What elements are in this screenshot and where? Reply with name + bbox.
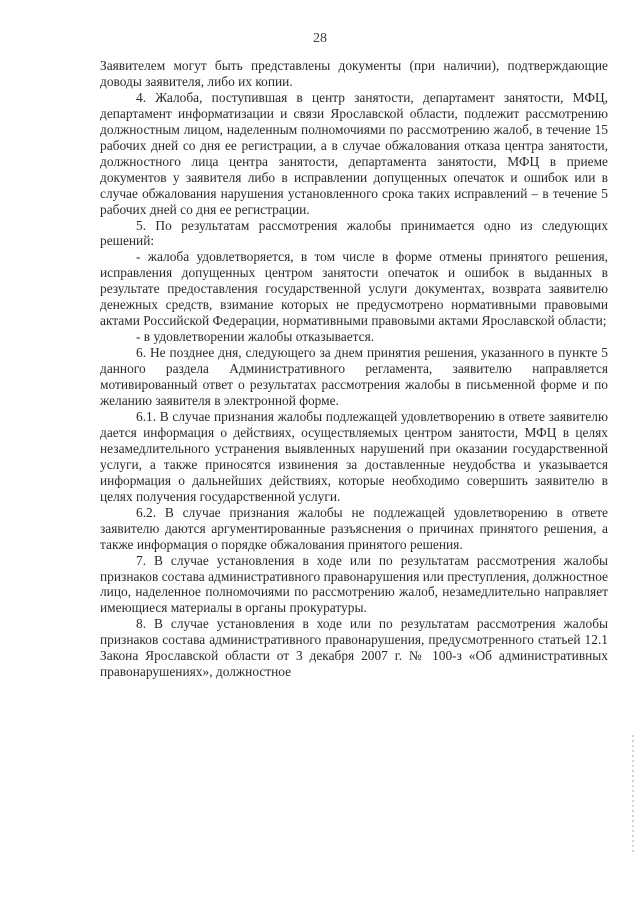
paragraph: - жалоба удовлетворяется, в том числе в форме отмены принятого решения, исправления допущенных центром занятости опечаток и ошибок в выданных в результате предоставления государственной услуги документах, возврата заявителю денежных средств, взимание которых не предусмотрено нормативными правовыми актами Российской Федерации, нормативными правовыми актами Ярославской области; bbox=[100, 249, 608, 329]
paragraph: Заявителем могут быть представлены документы (при наличии), подтверждающие доводы заявителя, либо их копии. bbox=[100, 58, 608, 89]
paragraph: - в удовлетворении жалобы отказывается. bbox=[136, 329, 375, 345]
paragraph: 6.2. В случае признания жалобы не подлежащей удовлетворению в ответе заявителю даются аргументированные разъяснения о причинах принятого решения, а также информация о порядке обжалования принятого решения. bbox=[100, 504, 608, 552]
paragraph: 4. Жалоба, поступившая в центр занятости, департамент занятости, МФЦ, департамент информатизации и связи Ярославской области, подлежит рассмотрению должностным лицом, наделенным полномочиями по рассмотрению жалоб, в течение 15 рабочих дней со дня ее регистрации, а в случае обжалования отказа центра занятости, должностного лица центра занятости, департамента занятости, МФЦ в приеме документов у заявителя либо в исправлении допущенных опечаток и ошибок или в случае обжалования нарушения установленного срока таких исправлений – в течение 5 рабочих дней со дня ее регистрации. bbox=[100, 89, 608, 217]
scan-edge-mark bbox=[632, 735, 634, 855]
paragraph: 8. В случае установления в ходе или по результатам рассмотрения жалобы признаков состава административного правонарушения, предусмотренного статьей 12.1 Закона Ярославской области от 3 декабря 2007 г. № 100-з «Об административных правонарушениях», должностное bbox=[100, 616, 608, 680]
page-number: 28 bbox=[313, 31, 327, 46]
paragraph: 6. Не позднее дня, следующего за днем принятия решения, указанного в пункте 5 данного раздела Административного регламента, заявителю направляется мотивированный ответ о результатах рассмотрения жалобы в письменной форме и по желанию заявителя в электронной форме. bbox=[100, 345, 608, 409]
paragraph: 6.1. В случае признания жалобы подлежащей удовлетворению в ответе заявителю дается информация о действиях, осуществляемых центром занятости, МФЦ в целях незамедлительного устранения выявленных нарушений при оказании государственной услуги, а также приносятся извинения за доставленные неудобства и указывается информация о дальнейших действиях, которые необходимо совершить заявителю в целях получения государственной услуги. bbox=[100, 408, 608, 504]
paragraph: 5. По результатам рассмотрения жалобы принимается одно из следующих решений: bbox=[100, 217, 608, 249]
paragraph: 7. В случае установления в ходе или по результатам рассмотрения жалобы признаков состава административного правонарушения или преступления, должностное лицо, наделенное полномочиями по рассмотрению жалоб, незамедлительно направляет имеющиеся материалы в органы прокуратуры. bbox=[100, 552, 608, 616]
document-body bbox=[100, 58, 608, 680]
